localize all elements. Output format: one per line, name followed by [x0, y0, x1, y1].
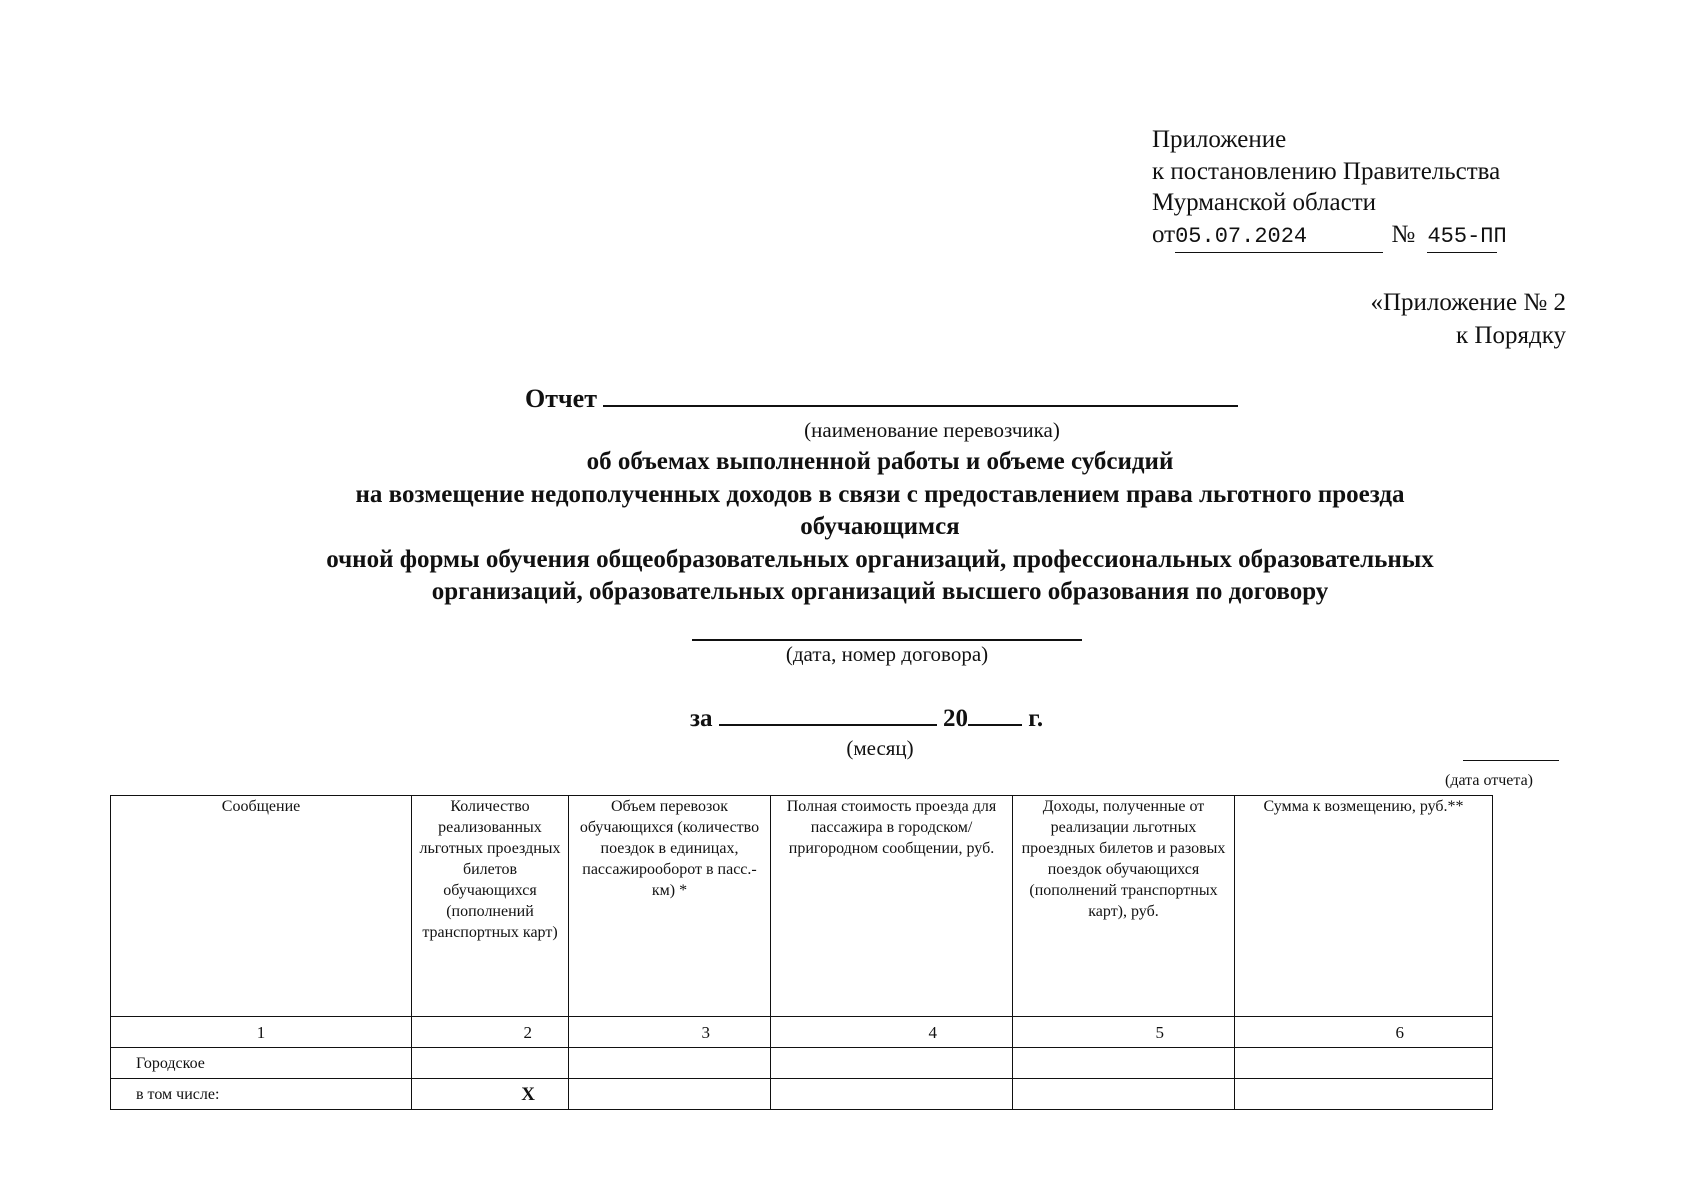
- report-subtitle: [0, 446, 1704, 609]
- date-prefix: от: [1152, 220, 1176, 248]
- annex2-header: [1370, 286, 1566, 352]
- header-cell: Доходы, полученные от реализации льготных проездных билетов и разовых поездок обучающихся (пополнений транспортных карт), руб.: [1013, 796, 1235, 1017]
- decree-number: 455-ПП: [1427, 221, 1497, 254]
- row-label: в том числе:: [111, 1079, 412, 1110]
- month-caption: (месяц): [846, 736, 914, 760]
- table-cell[interactable]: [412, 1048, 569, 1079]
- subtitle-line-1: об объемах выполненной работы и объеме субсидий: [586, 448, 1174, 475]
- month-blank[interactable]: [719, 704, 937, 726]
- carrier-name-blank[interactable]: [603, 385, 1238, 407]
- table-header-row: [111, 796, 1493, 1017]
- table-cell[interactable]: [771, 1048, 1013, 1079]
- annex-header-line2: к постановлению Правительства: [1152, 157, 1501, 185]
- row-label: Городское: [111, 1048, 412, 1079]
- annex-header-line1: Приложение: [1152, 126, 1287, 153]
- subtitle-line-4: очной формы обучения общеобразовательных организаций, профессиональных образовательных: [326, 545, 1434, 573]
- report-table: [110, 795, 1493, 1110]
- year-blank[interactable]: [968, 704, 1022, 726]
- period-prefix: за: [690, 705, 713, 732]
- header-cell: Сумма к возмещению, руб.**: [1235, 796, 1493, 1017]
- header-cell: Полная стоимость проезда для пассажира в городском/пригородном сообщении, руб.: [771, 796, 1013, 1017]
- header-cell: Количество реализованных льготных проездных билетов обучающихся (пополнений транспортных карт): [412, 796, 569, 1017]
- report-title: [525, 384, 1238, 414]
- annex2-line2: к Порядку: [1456, 322, 1566, 349]
- carrier-caption: (наименование перевозчика): [804, 418, 1060, 442]
- annex-header-line3: Мурманской области: [1152, 189, 1377, 216]
- header-cell: Объем перевозок обучающихся (количество поездок в единицах, пассажирооборот в пасс.-км) *: [569, 796, 771, 1017]
- column-number: 1: [111, 1017, 412, 1048]
- table-cell[interactable]: [569, 1079, 771, 1110]
- table-row: [111, 1048, 1493, 1079]
- column-number: 2: [412, 1017, 569, 1048]
- report-date-blank[interactable]: [1463, 760, 1559, 761]
- column-number: 4: [771, 1017, 1013, 1048]
- report-date-caption: (дата отчета): [1445, 772, 1533, 789]
- subtitle-line-5: организаций, образовательных организаций высшего образования по договору: [431, 578, 1329, 605]
- subtitle-line-2: на возмещение недополученных доходов в связи с предоставлением права льготного проезда: [355, 480, 1405, 508]
- contract-blank[interactable]: [692, 639, 1082, 641]
- number-prefix: №: [1391, 220, 1416, 248]
- table-cell[interactable]: [1013, 1079, 1235, 1110]
- period-year-prefix: 20: [943, 705, 969, 732]
- annex2-line1: «Приложение № 2: [1370, 289, 1566, 316]
- period-line: [690, 704, 1043, 733]
- contract-caption: (дата, номер договора): [785, 642, 989, 666]
- column-number: 3: [569, 1017, 771, 1048]
- table-cell[interactable]: [1235, 1079, 1493, 1110]
- period-suffix: г.: [1028, 705, 1044, 732]
- column-number: 6: [1235, 1017, 1493, 1048]
- annex-date-number-line: [1152, 219, 1507, 254]
- column-number: 5: [1013, 1017, 1235, 1048]
- decree-date: 05.07.2024: [1175, 221, 1383, 254]
- report-title-word: Отчет: [525, 384, 597, 413]
- table-cell[interactable]: [1235, 1048, 1493, 1079]
- column-number-row: [111, 1017, 1493, 1048]
- header-cell: Сообщение: [111, 796, 412, 1017]
- table-cell-x-mark: X: [412, 1079, 569, 1110]
- annex-header: [1152, 124, 1507, 253]
- table-cell[interactable]: [771, 1079, 1013, 1110]
- table-cell[interactable]: [1013, 1048, 1235, 1079]
- subtitle-line-3: обучающимся: [800, 513, 960, 540]
- table-row: [111, 1079, 1493, 1110]
- table-cell[interactable]: [569, 1048, 771, 1079]
